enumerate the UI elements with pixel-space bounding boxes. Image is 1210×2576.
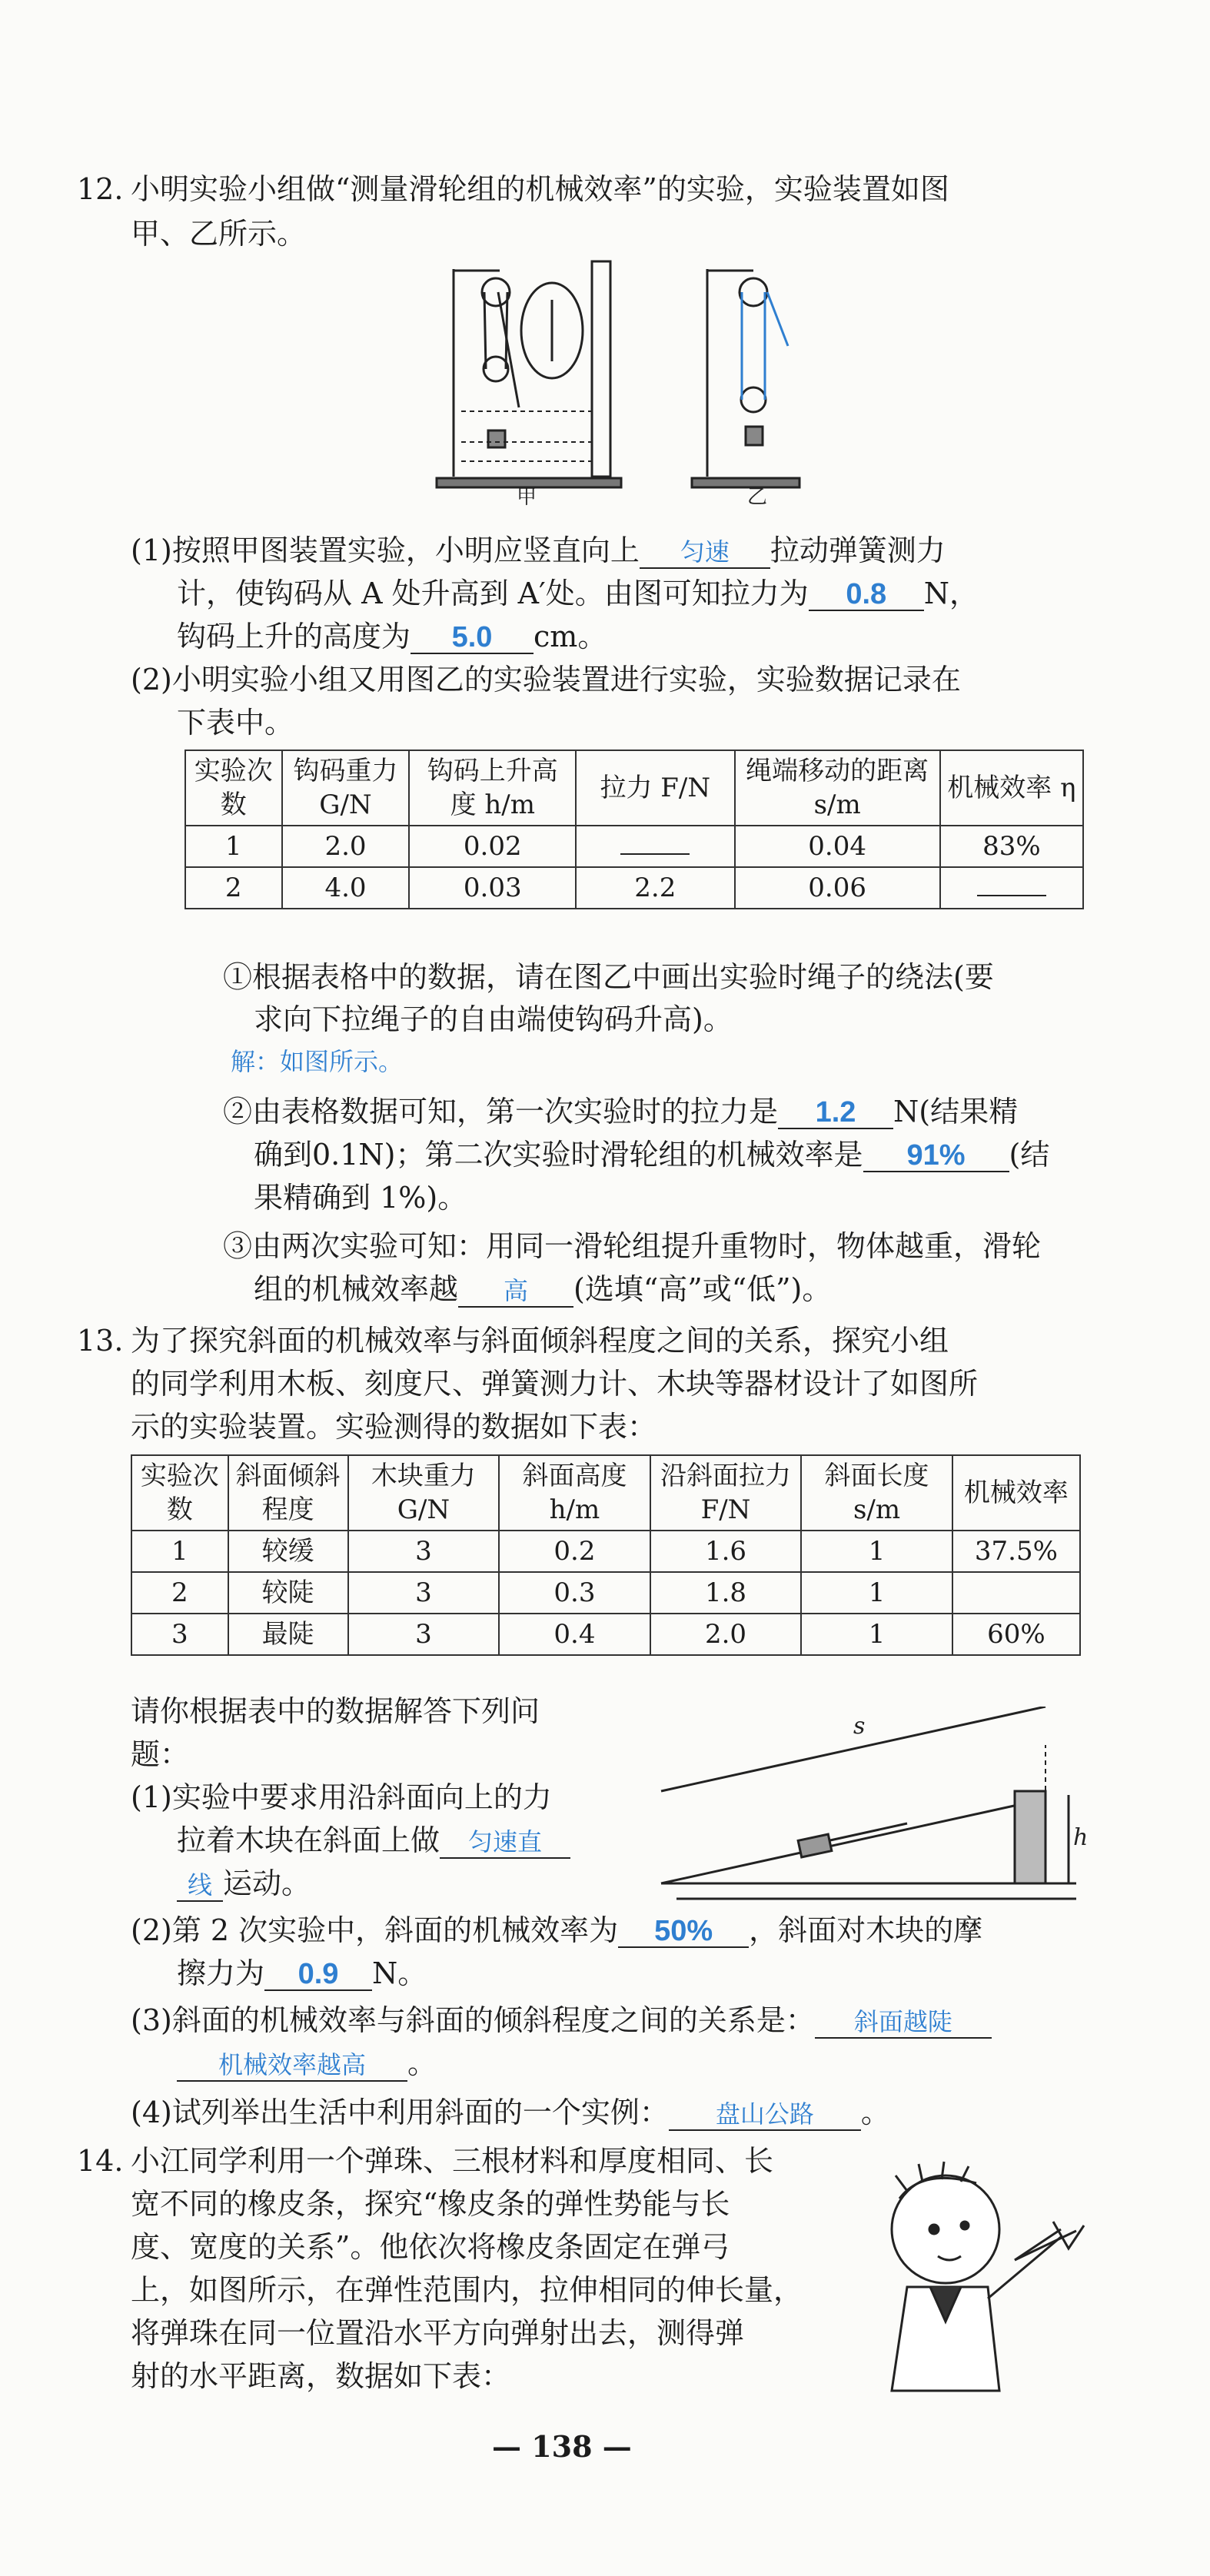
q13-data-table xyxy=(131,1454,1081,1656)
q12-stem-line1: 小明实验小组做“测量滑轮组的机械效率”的实验，实验装置如图 xyxy=(131,172,949,206)
answer-relation-b: 机械效率越高 xyxy=(218,2050,366,2079)
table-row xyxy=(185,826,1083,867)
header-cell: 机械效率 xyxy=(952,1455,1080,1531)
q12-sub1-answer: 解：如图所示。 xyxy=(231,1047,404,1076)
q13-number: 13. xyxy=(77,1324,124,1358)
table-cell: 83% xyxy=(940,826,1083,867)
header-cell: 斜面高度 h/m xyxy=(499,1455,650,1531)
table-cell: 2.2 xyxy=(576,867,734,909)
table-cell: 2 xyxy=(185,867,282,909)
table-cell: 2 xyxy=(131,1572,228,1614)
incline-figure xyxy=(646,1707,1092,1906)
table-cell: 3 xyxy=(348,1614,500,1655)
q13-stem-line2: 的同学利用木板、刻度尺、弹簧测力计、木块等器材设计了如图所 xyxy=(131,1367,979,1401)
table-cell: 0.2 xyxy=(499,1531,650,1572)
q12-sub3-line1: ③由两次实验可知：用同一滑轮组提升重物时，物体越重，滑轮 xyxy=(223,1229,1042,1263)
header-cell: 木块重力 G/N xyxy=(348,1455,500,1531)
answer-higher: 高 xyxy=(504,1276,529,1305)
q13-part1-line2: 拉着木块在斜面上做 匀速直 xyxy=(177,1820,570,1860)
header-cell: 实验次数 xyxy=(185,750,282,826)
table-cell xyxy=(952,1572,1080,1614)
header-cell: 绳端移动的距离 s/m xyxy=(735,750,940,826)
q13-part3-line1: (3)斜面的机械效率与斜面的倾斜程度之间的关系是： 斜面越陡 xyxy=(131,2000,992,2040)
q12-sub1-line1: ①根据表格中的数据，请在图乙中画出实验时绳子的绕法(要 xyxy=(223,960,994,994)
q13-intro-line2: 题： xyxy=(131,1737,190,1771)
q12-part1-line2: 计，使钩码从 A 处升高到 A′处。由图可知拉力为 0.8 N， xyxy=(177,577,979,610)
incline-s-label: s xyxy=(853,1713,866,1740)
q12-part2-line2: 下表中。 xyxy=(177,706,294,740)
q12-data-table xyxy=(184,750,1084,909)
answer-uniform-line-a: 匀速直 xyxy=(468,1827,543,1856)
q13-stem-line3: 示的实验装置。实验测得的数据如下表： xyxy=(131,1410,657,1444)
table-cell: 0.02 xyxy=(409,826,576,867)
q13-intro-line1: 请你根据表中的数据解答下列问 xyxy=(131,1694,540,1728)
q14-line2: 宽不同的橡皮条，探究“橡皮条的弹性势能与长 xyxy=(131,2187,730,2221)
table-cell: 0.04 xyxy=(735,826,940,867)
header-cell: 拉力 F/N xyxy=(576,750,734,826)
q13-stem-line1: 为了探究斜面的机械效率与斜面倾斜程度之间的关系，探究小组 xyxy=(131,1324,949,1358)
table-cell: 1 xyxy=(131,1531,228,1572)
figure-jia-label: 甲 xyxy=(517,486,537,507)
q12-sub2-line3: 果精确到 1%)。 xyxy=(254,1181,467,1215)
answer-example: 盘山公路 xyxy=(715,2099,814,2129)
q14-line1: 小江同学利用一个弹珠、三根材料和厚度相同、长 xyxy=(131,2144,774,2178)
table-cell: 1.8 xyxy=(650,1572,802,1614)
q13-part2-line2: 擦力为 0.9 N。 xyxy=(177,1956,427,1990)
q13-part4-line1: (4)试列举出生活中利用斜面的一个实例： 盘山公路 。 xyxy=(131,2096,890,2129)
table-cell: 37.5% xyxy=(952,1531,1080,1572)
q13-part1-line1: (1)实验中要求用沿斜面向上的力 xyxy=(131,1780,552,1814)
answer-efficiency: 91% xyxy=(906,1139,966,1172)
header-cell: 斜面倾斜程度 xyxy=(228,1455,348,1531)
figure-yi xyxy=(692,269,799,487)
q12-stem-line2: 甲、乙所示。 xyxy=(131,217,307,251)
table-cell: 3 xyxy=(348,1531,500,1572)
q12-part2-line1: (2)小明实验小组又用图乙的实验装置进行实验，实验数据记录在 xyxy=(131,663,961,696)
answer-efficiency-2: 50% xyxy=(654,1915,713,1947)
table-cell: 较陡 xyxy=(228,1572,348,1614)
boy-slingshot-illustration xyxy=(861,2145,1092,2398)
table-cell: 1.6 xyxy=(650,1531,802,1572)
table-cell: 0.06 xyxy=(735,867,940,909)
page-number: — 138 — xyxy=(492,2429,632,2464)
table-cell: 0.3 xyxy=(499,1572,650,1614)
table-header-row xyxy=(131,1455,1080,1531)
header-cell: 沿斜面拉力 F/N xyxy=(650,1455,802,1531)
table-row xyxy=(131,1572,1080,1614)
table-cell: 0.03 xyxy=(409,867,576,909)
table-cell: 3 xyxy=(131,1614,228,1655)
answer-friction: 0.9 xyxy=(298,1958,339,1990)
answer-uniform-line-b: 线 xyxy=(187,1870,212,1900)
header-cell: 斜面长度 s/m xyxy=(801,1455,952,1531)
header-cell: 机械效率 η xyxy=(940,750,1083,826)
q14-line5: 将弹珠在同一位置沿水平方向弹射出去，测得弹 xyxy=(131,2316,745,2350)
table-cell: 3 xyxy=(348,1572,500,1614)
incline-h-label: h xyxy=(1073,1824,1089,1851)
table-cell: 较缓 xyxy=(228,1531,348,1572)
table-cell: 4.0 xyxy=(282,867,410,909)
header-cell: 钩码重力 G/N xyxy=(282,750,410,826)
table-cell-blank xyxy=(940,867,1083,909)
figure-jia xyxy=(437,261,621,487)
q14-line3: 度、宽度的关系”。他依次将橡皮条固定在弹弓 xyxy=(131,2230,730,2264)
answer-yunsu: 匀速 xyxy=(680,537,730,567)
table-cell-blank xyxy=(576,826,734,867)
table-cell: 1 xyxy=(185,826,282,867)
table-row xyxy=(131,1614,1080,1655)
answer-pull-force: 1.2 xyxy=(815,1096,856,1128)
q12-sub2-line2: 确到0.1N)；第二次实验时滑轮组的机械效率是 91% (结 xyxy=(254,1138,1050,1172)
q13-part2-line1: (2)第 2 次实验中，斜面的机械效率为 50% ，斜面对木块的摩 xyxy=(131,1913,983,1947)
answer-relation-a: 斜面越陡 xyxy=(853,2007,952,2036)
q14-number: 14. xyxy=(77,2144,124,2178)
header-cell: 钩码上升高度 h/m xyxy=(409,750,576,826)
table-cell: 1 xyxy=(801,1614,952,1655)
pulley-figures xyxy=(415,254,876,507)
q12-part1-line3: 钩码上升的高度为 5.0 cm。 xyxy=(177,620,607,653)
q12-sub3-line2: 组的机械效率越 高 (选填“高”或“低”)。 xyxy=(254,1272,832,1306)
table-row xyxy=(131,1531,1080,1572)
table-cell: 1 xyxy=(801,1572,952,1614)
q12-sub2-line1: ②由表格数据可知，第一次实验时的拉力是 1.2 N(结果精 xyxy=(223,1095,1019,1128)
table-cell: 60% xyxy=(952,1614,1080,1655)
table-cell: 2.0 xyxy=(650,1614,802,1655)
q14-line4: 上，如图所示，在弹性范围内，拉伸相同的伸长量， xyxy=(131,2273,803,2307)
table-row xyxy=(185,867,1083,909)
header-cell: 实验次数 xyxy=(131,1455,228,1531)
q14-line6: 射的水平距离，数据如下表： xyxy=(131,2359,511,2393)
table-cell: 2.0 xyxy=(282,826,410,867)
q12-sub1-line2: 求向下拉绳子的自由端使钩码升高)。 xyxy=(254,1002,733,1036)
table-cell: 1 xyxy=(801,1531,952,1572)
table-header-row xyxy=(185,750,1083,826)
answer-height: 5.0 xyxy=(451,621,493,653)
answer-force: 0.8 xyxy=(846,578,887,610)
q12-part1-line1: (1)按照甲图装置实验，小明应竖直向上 匀速 拉动弹簧测力 xyxy=(131,533,946,567)
table-cell: 最陡 xyxy=(228,1614,348,1655)
q13-part1-line3: 线 运动。 xyxy=(177,1863,311,1903)
q12-number: 12. xyxy=(77,172,124,206)
q13-part3-line2: 机械效率越高 。 xyxy=(177,2043,437,2083)
figure-yi-label: 乙 xyxy=(747,486,768,507)
table-cell: 0.4 xyxy=(499,1614,650,1655)
